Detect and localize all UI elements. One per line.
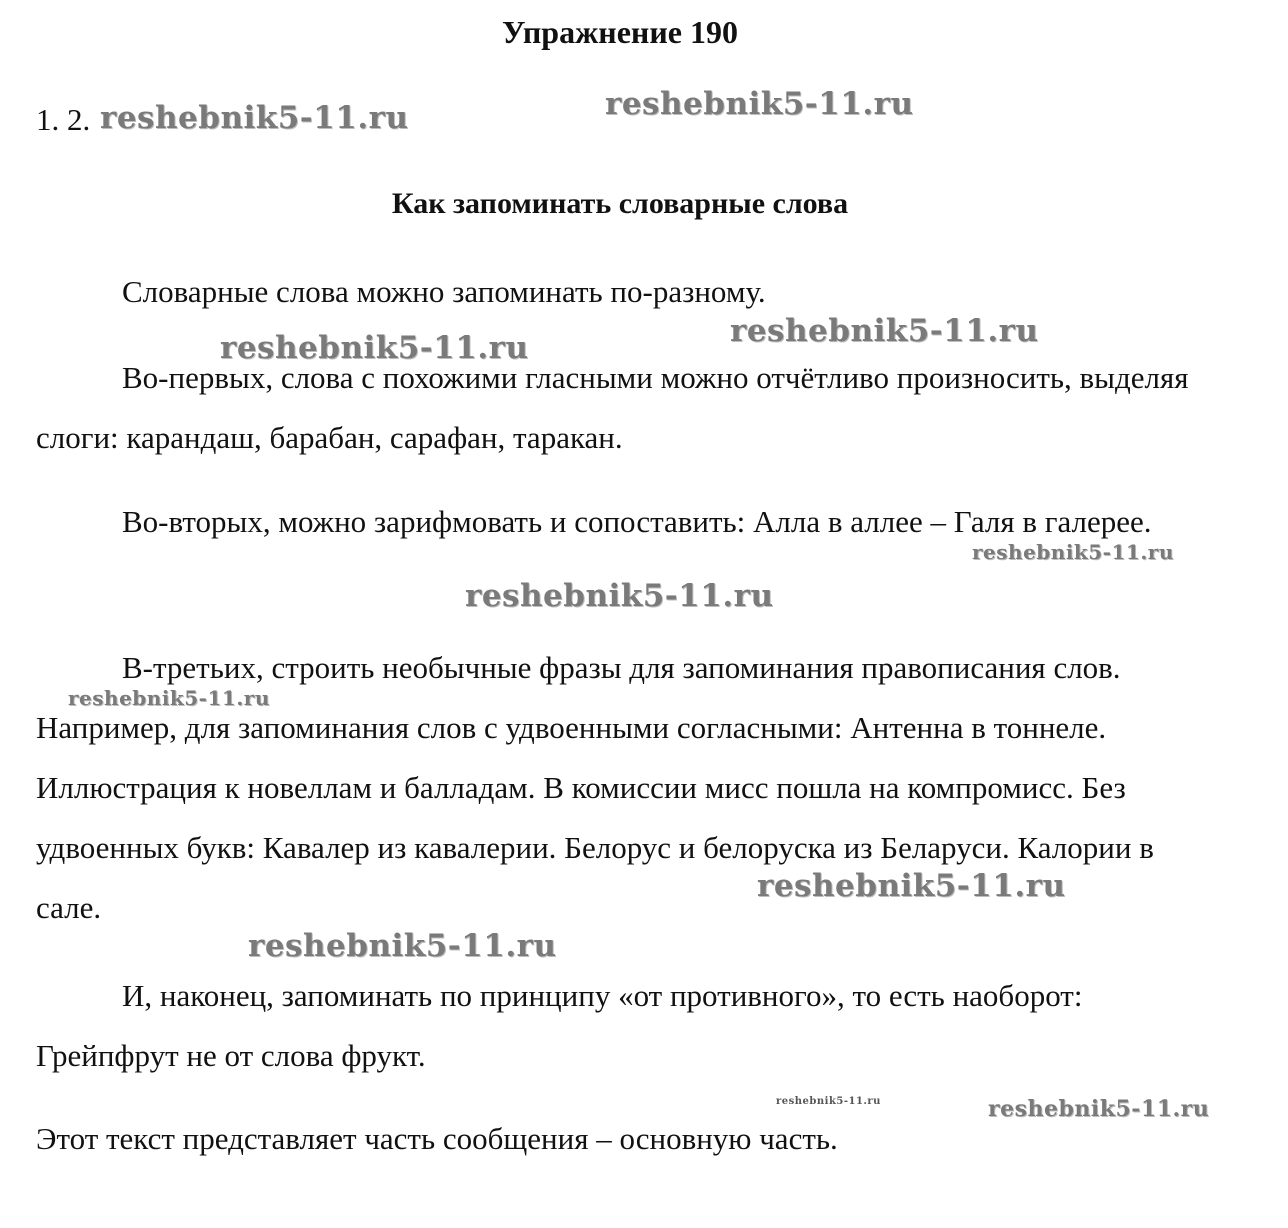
watermark: reshebnik5-11.ru (100, 100, 409, 136)
paragraph-5 (36, 966, 1216, 1086)
watermark: reshebnik5-11.ru (988, 1096, 1210, 1122)
paragraph-4-text: В-третьих, строить необычные фразы для запоминания правописания слов. Например, для запоминания слов с удвоенными согласными: Антенна в тоннеле. Иллюстрация к новеллам и балладам. В комиссии мисс пошла на компромисс. Без удвоенных букв: Кавалер из кавалерии. Белорус и белоруска из Беларуси. Калории в сале. (36, 650, 1154, 925)
watermark: reshebnik5-11.ru (776, 1096, 881, 1107)
watermark: reshebnik5-11.ru (605, 86, 914, 122)
watermark: reshebnik5-11.ru (220, 330, 529, 366)
paragraph-4 (36, 638, 1216, 938)
watermark: reshebnik5-11.ru (465, 578, 774, 614)
watermark: reshebnik5-11.ru (248, 928, 557, 964)
task-numbering: 1. 2. (36, 102, 91, 137)
exercise-title: Упражнение 190 (501, 14, 738, 50)
text-heading: Как запоминать словарные слова (391, 187, 849, 220)
watermark: reshebnik5-11.ru (972, 540, 1174, 564)
paragraph-2 (36, 348, 1216, 468)
paragraph-3 (36, 492, 1216, 552)
conclusion-line: Этот текст представляет часть сообщения – основную часть. (36, 1121, 838, 1156)
paragraph-3-text: Во-вторых, можно зарифмовать и сопоставить: Алла в аллее – Галя в галерее. (122, 504, 1152, 539)
watermark: reshebnik5-11.ru (68, 686, 270, 710)
watermark: reshebnik5-11.ru (757, 868, 1066, 904)
paragraph-2-text: Во-первых, слова с похожими гласными можно отчётливо произносить, выделяя слоги: карандаш, барабан, сарафан, таракан. (36, 360, 1189, 455)
paragraph-1 (36, 262, 1216, 322)
watermark: reshebnik5-11.ru (730, 313, 1039, 349)
paragraph-5-text: И, наконец, запоминать по принципу «от противного», то есть наоборот: Грейпфрут не от слова фрукт. (36, 978, 1083, 1073)
paragraph-1-text: Словарные слова можно запоминать по-разному. (122, 274, 766, 309)
